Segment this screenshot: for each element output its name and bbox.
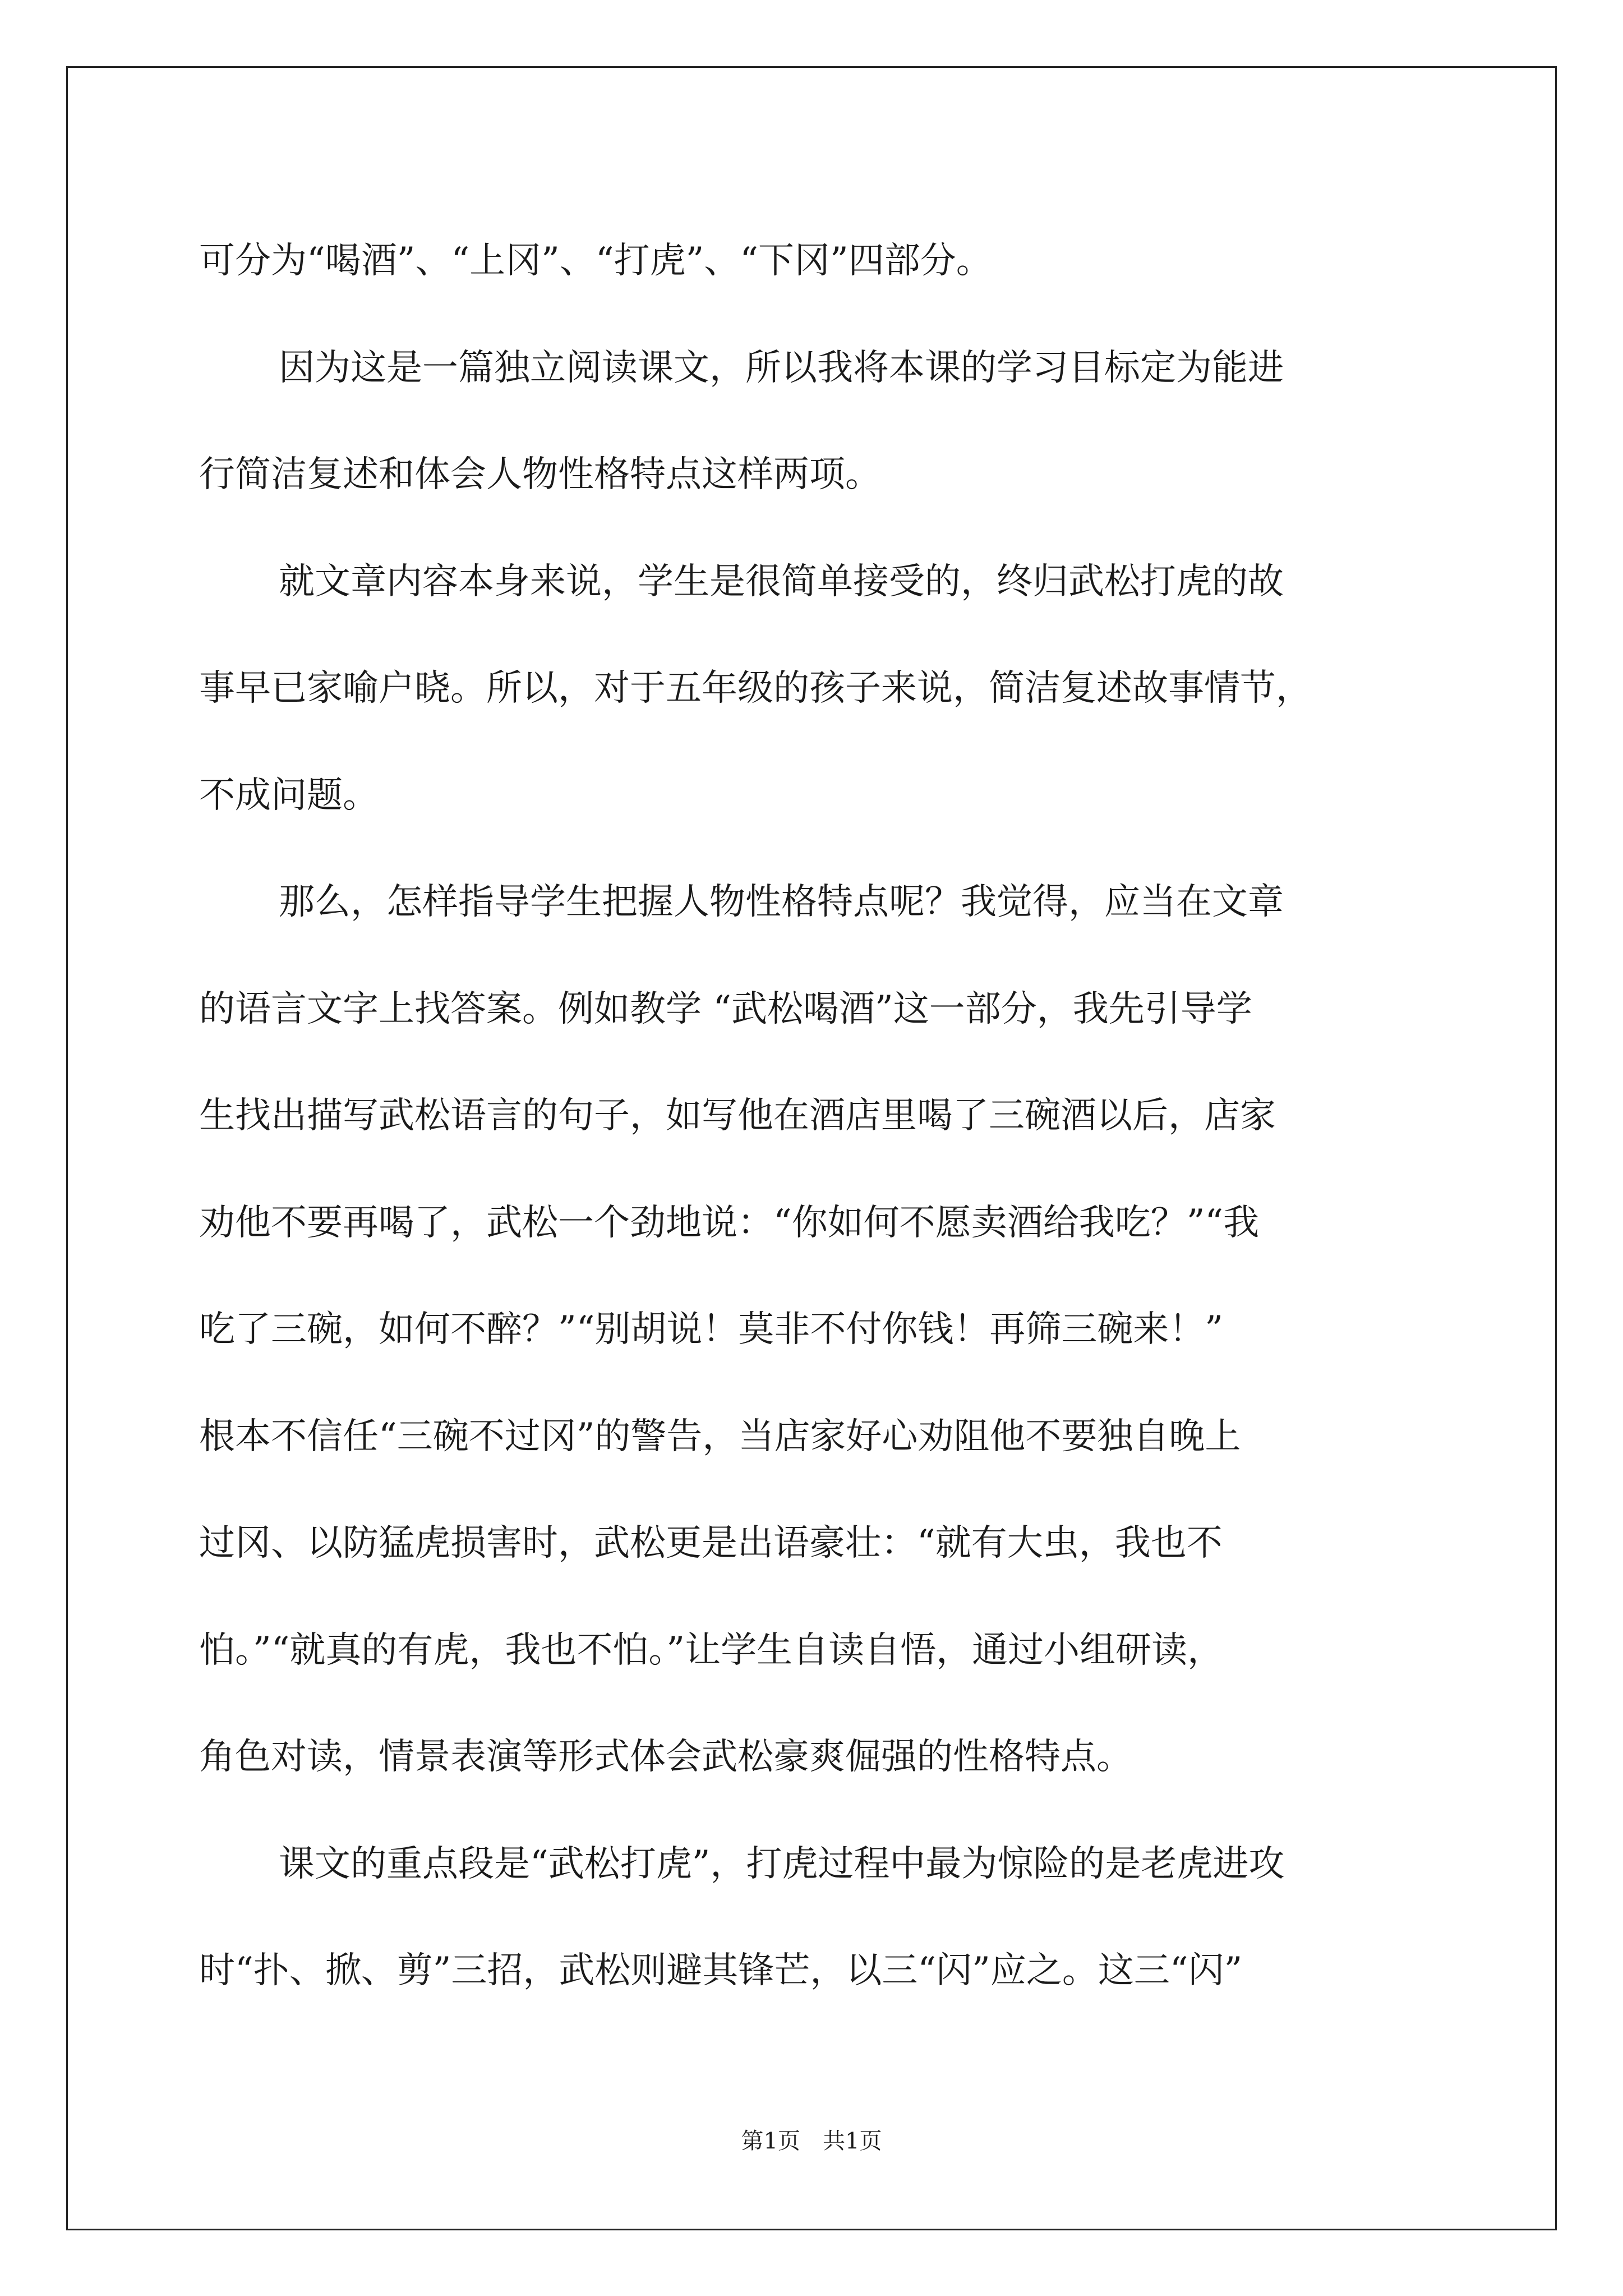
text-line: 吃了三碗，如何不醉？”“别胡说！莫非不付你钱！再筛三碗来！” (199, 1309, 1224, 1350)
text-line: 可分为“喝酒”、“上冈”、“打虎”、“下冈”四部分。 (199, 240, 992, 282)
text-line: 不成问题。 (199, 774, 379, 816)
text-line: 过冈、以防猛虎损害时，武松更是出语豪壮：“就有大虫，我也不 (199, 1522, 1223, 1564)
text-line: 根本不信任“三碗不过冈”的警告，当店家好心劝阻他不要独自晚上 (199, 1415, 1241, 1457)
text-line: 的语言文字上找答案。例如教学 “武松喝酒”这一部分，我先引导学 (199, 988, 1252, 1030)
paragraph (199, 1811, 1433, 2024)
text-line: 课文的重点段是“武松打虎”，打虎过程中最为惊险的是老虎进攻 (279, 1843, 1285, 1885)
text-line: 那么，怎样指导学生把握人物性格特点呢？我觉得，应当在文章 (279, 881, 1284, 923)
text-line: 劝他不要再喝了，武松一个劲地说：“你如何不愿卖酒给我吃？”“我 (199, 1202, 1260, 1244)
text-line: 因为这是一篇独立阅读课文，所以我将本课的学习目标定为能进 (279, 347, 1284, 389)
paragraph (199, 849, 1433, 1811)
paragraph (199, 208, 1433, 315)
text-line: 角色对读，情景表演等形式体会武松豪爽倔强的性格特点。 (199, 1736, 1132, 1778)
paragraph (199, 315, 1433, 528)
text-line: 怕。”“就真的有虎，我也不怕。”让学生自读自悟，通过小组研读， (199, 1629, 1224, 1671)
text-line: 事早已家喻户晓。所以，对于五年级的孩子来说，简洁复述故事情节， (199, 668, 1312, 709)
text-line: 就文章内容本身来说，学生是很简单接受的，终归武松打虎的故 (279, 560, 1284, 602)
text-line: 生找出描写武松语言的句子，如写他在酒店里喝了三碗酒以后，店家 (199, 1095, 1276, 1137)
page-number-footer: 第1页 共1页 (741, 2128, 882, 2154)
document-body (199, 208, 1433, 2024)
text-line: 时“扑、掀、剪”三招，武松则避其锋芒，以三“闪”应之。这三“闪” (199, 1950, 1243, 1991)
text-line: 行简洁复述和体会人物性格特点这样两项。 (199, 454, 881, 495)
paragraph (199, 528, 1433, 849)
